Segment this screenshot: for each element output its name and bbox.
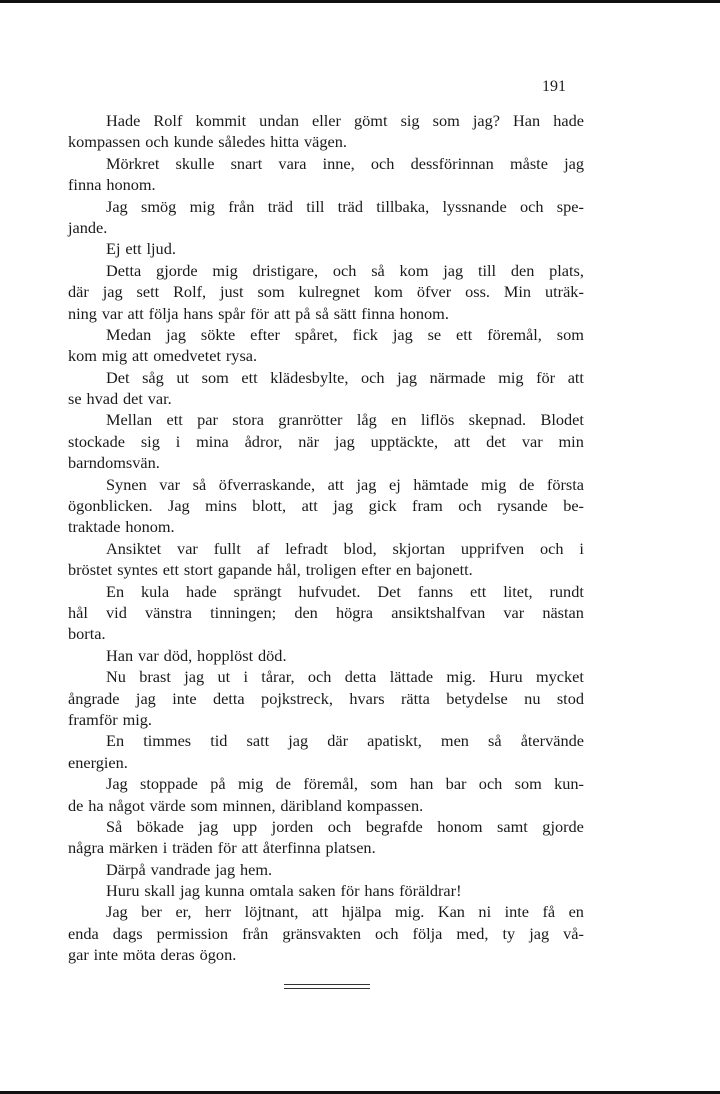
text-line: En timmes tid satt jag där apatiskt, men så återvände [106, 731, 584, 751]
text-line: de ha något värde som minnen, däribland kompassen. [68, 795, 424, 815]
text-line: Så bökade jag upp jorden och begrafde honom samt gjorde [106, 816, 584, 836]
text-line: barndomsvän. [68, 453, 160, 473]
text-line: Nu brast jag ut i tårar, och detta lättade mig. Huru mycket [106, 667, 584, 687]
text-line: Därpå vandrade jag hem. [106, 859, 273, 879]
text-line: Medan jag sökte efter spåret, fick jag se ett föremål, som [106, 324, 584, 344]
text-line: Jag stoppade på mig de föremål, som han bar och som kun- [106, 774, 584, 794]
text-line: Hade Rolf kommit undan eller gömt sig som jag? Han hade [106, 111, 584, 130]
text-line: En kula hade sprängt hufvudet. Det fanns ett litet, rundt [106, 581, 584, 601]
text-line: gar inte möta deras ögon. [68, 945, 237, 965]
text-line: där jag sett Rolf, just som kulregnet kom öfver oss. Min uträk- [68, 282, 584, 302]
text-line: Ansiktet var fullt af lefradt blod, skjortan upprifven och i [106, 538, 584, 558]
page-number: 191 [542, 78, 566, 95]
text-line: jande. [68, 217, 108, 237]
text-line: Jag ber er, herr löjtnant, att hjälpa mig. Kan ni inte få en [106, 902, 584, 922]
text-line: Mellan ett par stora granrötter låg en liflös skepnad. Blodet [106, 410, 584, 430]
end-rule [284, 984, 370, 985]
text-line: energien. [68, 752, 128, 772]
text-line: Synen var så öfverraskande, att jag ej hämtade mig de första [106, 474, 584, 494]
text-line: traktade honom. [68, 517, 175, 537]
scan-top-edge [0, 0, 720, 3]
text-line: borta. [68, 624, 106, 644]
end-rule [284, 988, 370, 989]
text-line: Huru skall jag kunna omtala saken för hans föräldrar! [106, 881, 462, 901]
text-line: kom mig att omedvetet rysa. [68, 346, 258, 366]
text-line: Ej ett ljud. [106, 239, 176, 259]
text-line: hål vid vänstra tinningen; den högra ansiktshalfvan var nästan [68, 602, 584, 622]
text-line: ångrade jag inte detta pojkstreck, hvars rätta betydelse nu stod [68, 688, 584, 708]
text-line: stockade sig i mina ådror, när jag upptäckte, att det var min [68, 431, 584, 451]
text-line: framför mig. [68, 709, 152, 729]
text-line: finna honom. [68, 175, 156, 195]
text-line: Det såg ut som ett klädesbylte, och jag närmade mig för att [106, 367, 584, 387]
page-text [68, 110, 584, 966]
text-line: Jag smög mig från träd till träd tillbaka, lyssnande och spe- [106, 196, 584, 216]
text-line: enda dags permission från gränsvakten och följa med, ty jag vå- [68, 923, 584, 943]
text-line: Mörkret skulle snart vara inne, och dessförinnan måste jag [106, 153, 584, 173]
text-line: ögonblicken. Jag mins blott, att jag gick fram och rysande be- [68, 496, 584, 516]
text-line: Detta gjorde mig dristigare, och så kom jag till den plats, [106, 260, 584, 280]
text-line: Han var död, hopplöst död. [106, 645, 287, 665]
text-line: se hvad det var. [68, 389, 172, 409]
text-line: ning var att följa hans spår för att på så sätt finna honom. [68, 303, 449, 323]
text-line: några märken i träden för att återfinna platsen. [68, 838, 376, 858]
text-line: bröstet syntes ett stort gapande hål, troligen efter en bajonett. [68, 560, 473, 580]
text-line: kompassen och kunde således hitta vägen. [68, 132, 347, 152]
